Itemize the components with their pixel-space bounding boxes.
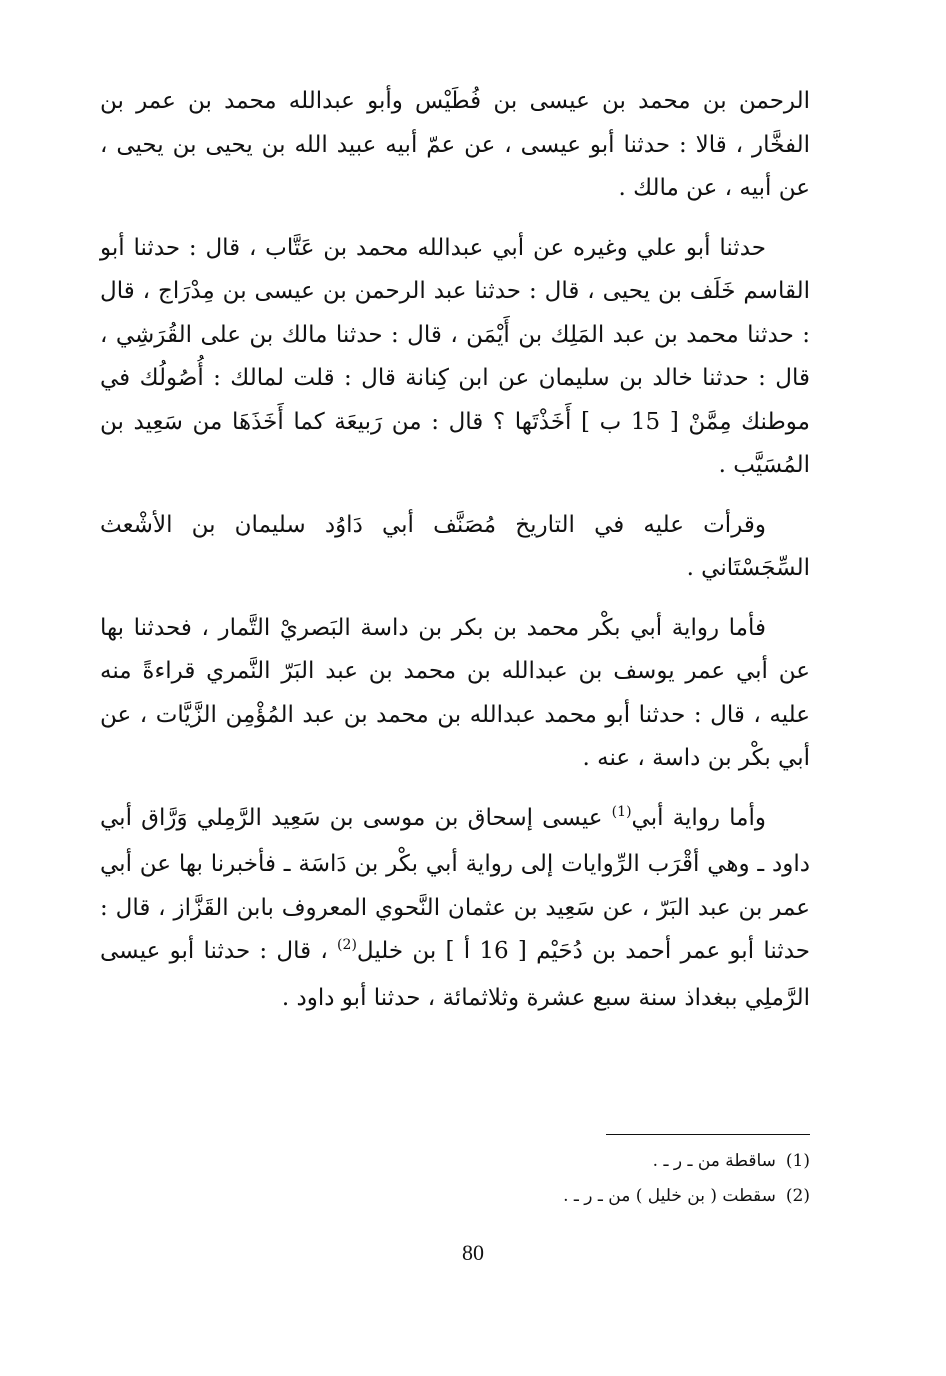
paragraph-5: [100, 797, 810, 1021]
paragraph-5-part-c: ، قال : حدثنا أبو عيسى الرَّملِي ببغداذ سنة سبع عشرة وثلاثمائة ، حدثنا أبو داود .: [100, 938, 810, 1011]
paragraph-4: فأما رواية أبي بكْر محمد بن بكر بن داسة البَصريْ التَّمار ، فحدثنا بها عن أبي عمر يوسف بن عبدالله بن محمد بن عبد البَرّ النَّمري قراءةً منه عليه ، قال : حدثنا أبو محمد عبدالله بن محمد بن عبد المُؤْمِن الزَّيَّات ، عن أبي بكْر بن داسة ، عنه .: [100, 614, 810, 771]
footnote-1: [300, 1144, 810, 1179]
paragraph-1: الرحمن بن محمد بن عيسى بن فُطَيْس وأبو عبدالله محمد بن عمر بن الفخَّار ، قالا : حدثنا أبو عيسى ، عن عمّ أبيه عبيد الله بن يحيى بن يحيى ، عن أبيه ، عن مالك .: [100, 88, 810, 201]
paragraph-5-part-a: وأما رواية أبي: [631, 804, 766, 831]
footnotes: [300, 1144, 810, 1214]
footnote-divider: [606, 1134, 810, 1135]
footnote-2-text: سقطت ( بن خليل ) من ـ ر ـ .: [563, 1186, 776, 1206]
footnote-ref-1: (1): [611, 803, 632, 820]
footnote-2-number: (2): [785, 1186, 810, 1206]
footnote-ref-2: (2): [337, 937, 357, 953]
paragraph-2: حدثنا أبو علي وغيره عن أبي عبدالله محمد بن عَتَّاب ، قال : حدثنا أبو القاسم خَلَف بن يحيى ، قال : حدثنا عبد الرحمن بن عيسى بن مِدْرَاج ، قال : حدثنا محمد بن عبد المَلِك بن أَيْمَن ، قال : حدثنا مالك بن على القُرَشِي ، قال : حدثنا خالد بن سليمان عن ابن كِنانة قال : قلت لمالك : أُصُولُك في موطنك مِمَّنْ [ 15 ب ] أَخَذْتَها ؟ قال : من رَبيعَة كما أَخَذَهَا من سَعِيد بن المُسَيَّب .: [100, 234, 810, 478]
footnote-1-number: (1): [785, 1151, 810, 1171]
main-text: [100, 80, 810, 1020]
footnote-1-text: ساقطة من ـ ر ـ .: [652, 1151, 776, 1171]
footnote-2: [300, 1179, 810, 1214]
page-number: 80: [462, 1240, 484, 1265]
paragraph-5-part-b: عيسى إسحاق بن موسى بن سَعِيد الرَّمِلي وَرَّاق أبي داود ـ وهي أقْرَب الرِّوايات إلى رواية أبي بكْر بن دَاسَة ـ فأخبرنا بها عن أبي عمر بن عبد البَرّ ، عن سَعِيد بن عثمان النَّحوي المعروف بابن القَزَّاز ، قال : حدثنا أبو عمر أحمد بن دُحَيْم [ 16 أ ] بن خليل: [100, 804, 810, 964]
paragraph-3: وقرأت عليه في التاريخ مُصَنَّف أبي دَاوُد سليمان بن الأشْعث السِّجَسْتَاني .: [100, 511, 810, 581]
